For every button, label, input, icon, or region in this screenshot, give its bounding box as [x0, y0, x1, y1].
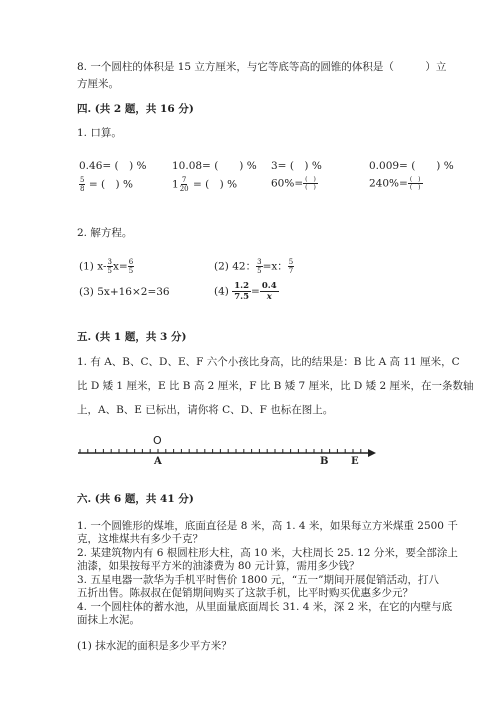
equation-4: (4) $\frac{1.2}{7.5}$ = $\frac{0.4}{x}$ — [214, 281, 277, 302]
axis-arrow — [368, 449, 376, 457]
calc-2b: 1 $\frac{7}{20}$ = ( ) % — [172, 176, 238, 193]
s5-line3: 上，A、B、E 已标出，请你将 C、D、F 也标在图上。 — [77, 404, 334, 416]
blank-fraction: $\frac{( )}{( )}$ — [409, 176, 421, 191]
point-e-label: E — [351, 456, 359, 467]
point-a-label: A — [154, 456, 162, 467]
section4-heading: 四. (共 2 题，共 16 分) — [77, 103, 194, 115]
blank-fraction: $\frac{( )}{( )}$ — [305, 176, 316, 191]
fraction: $\frac{3}{5}$ — [257, 258, 262, 275]
point-b-label: B — [320, 456, 329, 467]
q8-line2: 方厘米。 — [77, 78, 119, 90]
calc-2d: 240%= $\frac{( )}{( )}$ — [369, 176, 421, 191]
calc-1a: 0.46= ( ) % — [79, 160, 147, 172]
p3-line1: 3. 五星电器一款华为手机平时售价 1800 元，“五一”期间开展促销活动，打八 — [77, 574, 439, 586]
p2-line1: 2. 某建筑物内有 6 根圆柱形大柱，高 10 米，大柱周长 25. 12 分米，要全部涂上 — [77, 547, 458, 559]
p4-line2: 面抹上水泥。 — [77, 614, 140, 626]
calc-1c: 3= ( ) % — [271, 160, 322, 172]
fraction: $\frac{5}{7}$ — [288, 258, 294, 275]
p3-line2: 五折出售。陈叔叔在促销期间购买了这款手机，比平时购买优惠多少元？ — [77, 587, 413, 599]
s5-line2: 比 D 矮 1 厘米，E 比 B 高 2 厘米，F 比 B 矮 7 厘米，比 D 矮 2 厘米，在一条数轴 — [77, 380, 474, 392]
p4-line1: 4. 一个圆柱体的蓄水池，从里面量底面周长 31. 4 米，深 2 米，在它的内壁与底 — [77, 601, 453, 613]
origin-label: O — [153, 434, 162, 447]
fraction: $\frac{6}{5}$ — [128, 258, 134, 275]
sub-question-1: (1) 抹水泥的面积是多少平方米？ — [77, 640, 232, 652]
equation-1: (1) x- $\frac{3}{5}$ x= $\frac{6}{5}$ — [79, 258, 134, 275]
calc-2a: $\frac{5}{8}$ = ( ) % — [80, 176, 133, 193]
section6-heading: 六. (共 6 题，共 41 分) — [77, 493, 194, 505]
section5-heading: 五. (共 1 题，共 3 分) — [77, 331, 187, 343]
p1-line1: 1. 一个圆锥形的煤堆，底面直径是 8 米，高 1. 4 米，如果每立方米煤重 2500 千 — [77, 520, 458, 532]
fraction: $\frac{3}{5}$ — [107, 258, 112, 275]
calc-2c: 60%= $\frac{( )}{( )}$ — [271, 176, 316, 191]
calc-1d: 0.009= ( ) % — [369, 160, 454, 172]
q8-line1: 8. 一个圆柱的体积是 15 立方厘米，与它等底等高的圆锥的体积是（ ）立 — [77, 61, 447, 73]
q2-title: 2. 解方程。 — [77, 227, 133, 239]
fraction: $\frac{5}{8}$ — [80, 176, 85, 193]
fraction: $\frac{0.4}{x}$ — [261, 281, 277, 302]
fraction: $\frac{7}{20}$ — [179, 176, 189, 193]
p2-line2: 油漆，如果按每平方米的油漆费为 80 元计算，需用多少钱？ — [77, 560, 360, 572]
p1-line2: 克，这堆煤共有多少千克？ — [77, 533, 203, 545]
equation-2: (2) 42： $\frac{3}{5}$ =x： $\frac{5}{7}$ — [214, 258, 294, 275]
equation-3: (3) 5x+16×2=36 — [79, 286, 170, 298]
q1-title: 1. 口算。 — [77, 127, 122, 139]
s5-line1: 1. 有 A、B、C、D、E、F 六个小孩比身高，比的结果是：B 比 A 高 11 厘米，C — [77, 356, 460, 368]
calc-1b: 10.08= ( ) % — [172, 160, 257, 172]
fraction: $\frac{1.2}{7.5}$ — [234, 281, 250, 302]
